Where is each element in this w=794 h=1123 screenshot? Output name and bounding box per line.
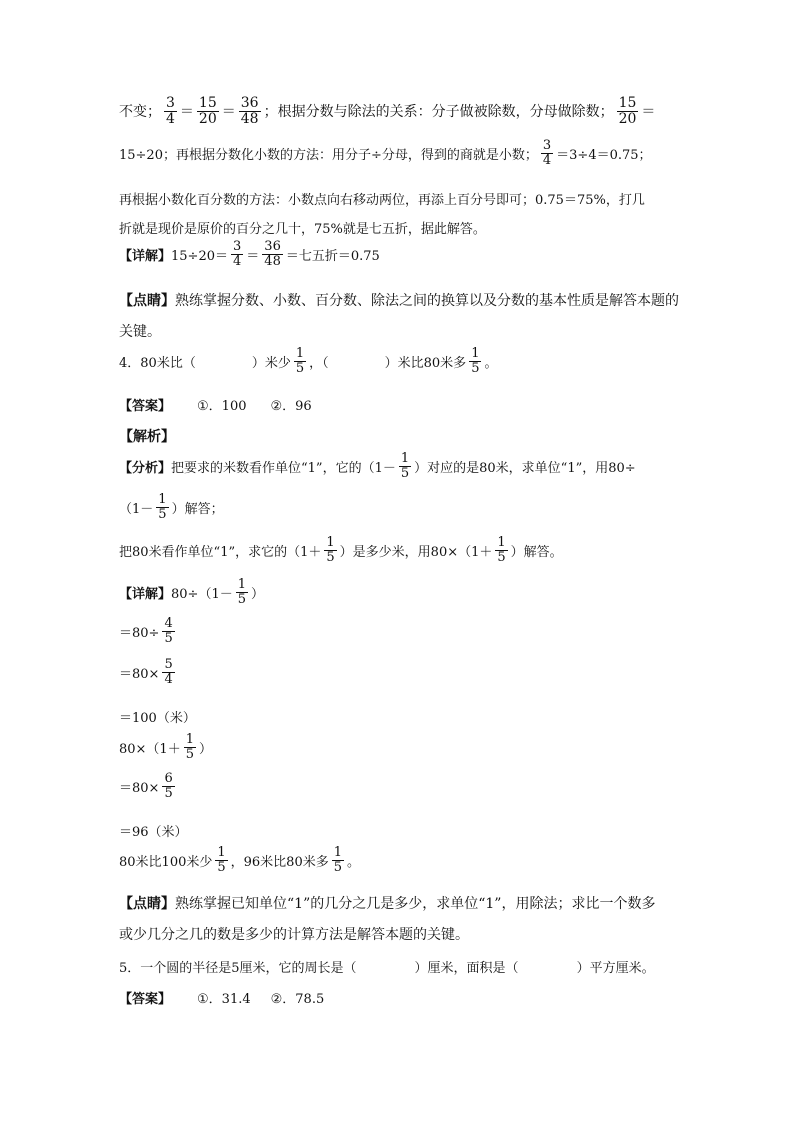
fraction: 36 48: [264, 239, 281, 269]
text: 5．一个圆的半径是5厘米，它的周长是（: [119, 961, 357, 976]
text: 80米比100米少: [119, 854, 213, 870]
text: 15÷20＝: [171, 248, 228, 264]
text: ，（: [309, 355, 329, 371]
text: ；根据分数与除法的关系：分子做被除数，分母做除数；: [263, 104, 614, 121]
key-point-line: [119, 290, 679, 310]
key-point-q4-2: 或少几分之几的数是多少的计算方法是解答本题的关键。: [119, 927, 469, 943]
step-3: ＝100（米）: [119, 711, 196, 726]
text: ）对应的是80米，求单位“1”，用80÷: [414, 460, 636, 476]
fraction: 1 5: [333, 845, 343, 875]
detail-line: [119, 240, 380, 268]
analysis-line-1: [119, 452, 636, 480]
fraction: 1 5: [185, 732, 194, 762]
fraction: 1 5: [295, 346, 305, 376]
text: ）解答。: [510, 544, 563, 560]
analysis-line-2: [119, 493, 224, 521]
text: 把80米看作单位“1”，求它的（1＋: [119, 544, 322, 560]
text: 4．80米比（: [119, 355, 196, 371]
text: ）: [199, 741, 213, 757]
step-1: [119, 617, 178, 645]
key-point-q4: [119, 893, 655, 913]
answer-value: ②．96: [270, 399, 312, 414]
fraction: 1 5: [400, 451, 410, 481]
fraction: 3 4: [542, 138, 552, 168]
fraction: 1 5: [237, 577, 247, 607]
section-tag: 【分析】: [119, 460, 172, 476]
section-tag: 【点睛】: [119, 293, 175, 309]
step-4: [119, 733, 212, 761]
text: ＝: [221, 104, 236, 121]
section-tag: 【答案】: [119, 399, 172, 414]
fraction: 1 5: [217, 845, 226, 875]
step-6: ＝96（米）: [119, 825, 188, 840]
text: ＝: [246, 248, 260, 264]
text: 。: [484, 355, 498, 371]
text: ＝80×: [119, 780, 160, 796]
text: ＝3÷4＝0.75；: [556, 147, 652, 163]
fraction: 15 20: [618, 95, 637, 127]
answer-value: ①．31.4: [197, 992, 251, 1007]
fraction: 3 4: [166, 95, 175, 127]
text: ）: [251, 586, 265, 602]
step-7: [119, 846, 360, 874]
text: ）米比80米多: [384, 355, 467, 371]
text: 熟练掌握分数、小数、百分数、除法之间的换算以及分数的基本性质是解答本题的: [175, 293, 679, 309]
analysis-line-3: [119, 536, 563, 564]
fraction: $\frac{4}{5}$: [164, 616, 173, 646]
text: （1－: [119, 501, 154, 517]
fraction: 1 5: [497, 535, 506, 565]
fraction: 1 5: [326, 535, 335, 565]
fraction: 1 5: [471, 346, 480, 376]
fraction: 15 20: [198, 95, 217, 127]
fraction: 1 5: [158, 492, 167, 522]
text: 80÷（1－: [171, 586, 233, 602]
step-2: [119, 658, 178, 686]
step-5: [119, 772, 178, 800]
line-2: [119, 139, 652, 167]
text: ，96米比80米多: [230, 854, 329, 870]
text: 15÷20；再根据分数化小数的方法：用分子÷分母，得到的商就是小数；: [119, 147, 538, 163]
section-tag: 【详解】: [119, 248, 172, 264]
text: 熟练掌握已知单位“1”的几分之几是多少，求单位“1”，用除法；求比一个数多: [175, 896, 656, 912]
section-tag: 【点睛】: [119, 896, 175, 912]
answer-value: ①．100: [197, 399, 247, 414]
text: ）平方厘米。: [576, 961, 655, 976]
text: ）是多少米，用80×（1＋: [339, 544, 493, 560]
question-5: [119, 957, 655, 976]
line-3: 再根据小数化百分数的方法：小数点向右移动两位，再添上百分号即可；0.75＝75%，打几: [119, 193, 645, 208]
text: ＝: [641, 104, 656, 121]
text: ＝七五折＝0.75: [285, 248, 380, 264]
text: ）解答；: [171, 501, 224, 517]
detail-line-q4: [119, 578, 264, 606]
fraction: 36 48: [240, 95, 259, 127]
line-4: 折就是现价是原价的百分之几十，75%就是七五折，据此解答。: [119, 222, 486, 237]
fraction: 3 4: [233, 239, 242, 269]
text: ＝80×: [119, 666, 160, 682]
answer-5: [119, 988, 324, 1007]
text: 。: [347, 854, 361, 870]
fraction: $\frac{6}{5}$: [164, 771, 173, 801]
section-tag: 【详解】: [119, 586, 172, 602]
question-4: [119, 347, 497, 375]
analysis-heading: 【解析】: [119, 429, 175, 445]
text: ）米少: [251, 355, 291, 371]
text: 80×（1＋: [119, 741, 181, 757]
key-point-line-2: 关键。: [119, 324, 161, 340]
text: ）厘米，面积是（: [414, 961, 519, 976]
section-tag: 【答案】: [119, 992, 172, 1007]
answer-4: [119, 395, 312, 414]
line-1: [119, 96, 655, 126]
text: ＝: [179, 104, 194, 121]
answer-value: ②．78.5: [270, 992, 325, 1007]
fraction: $\frac{5}{4}$: [164, 657, 173, 687]
text: 把要求的米数看作单位“1”，它的（1－: [171, 460, 396, 476]
text: 不变；: [119, 104, 161, 121]
text: ＝80÷: [119, 625, 160, 641]
